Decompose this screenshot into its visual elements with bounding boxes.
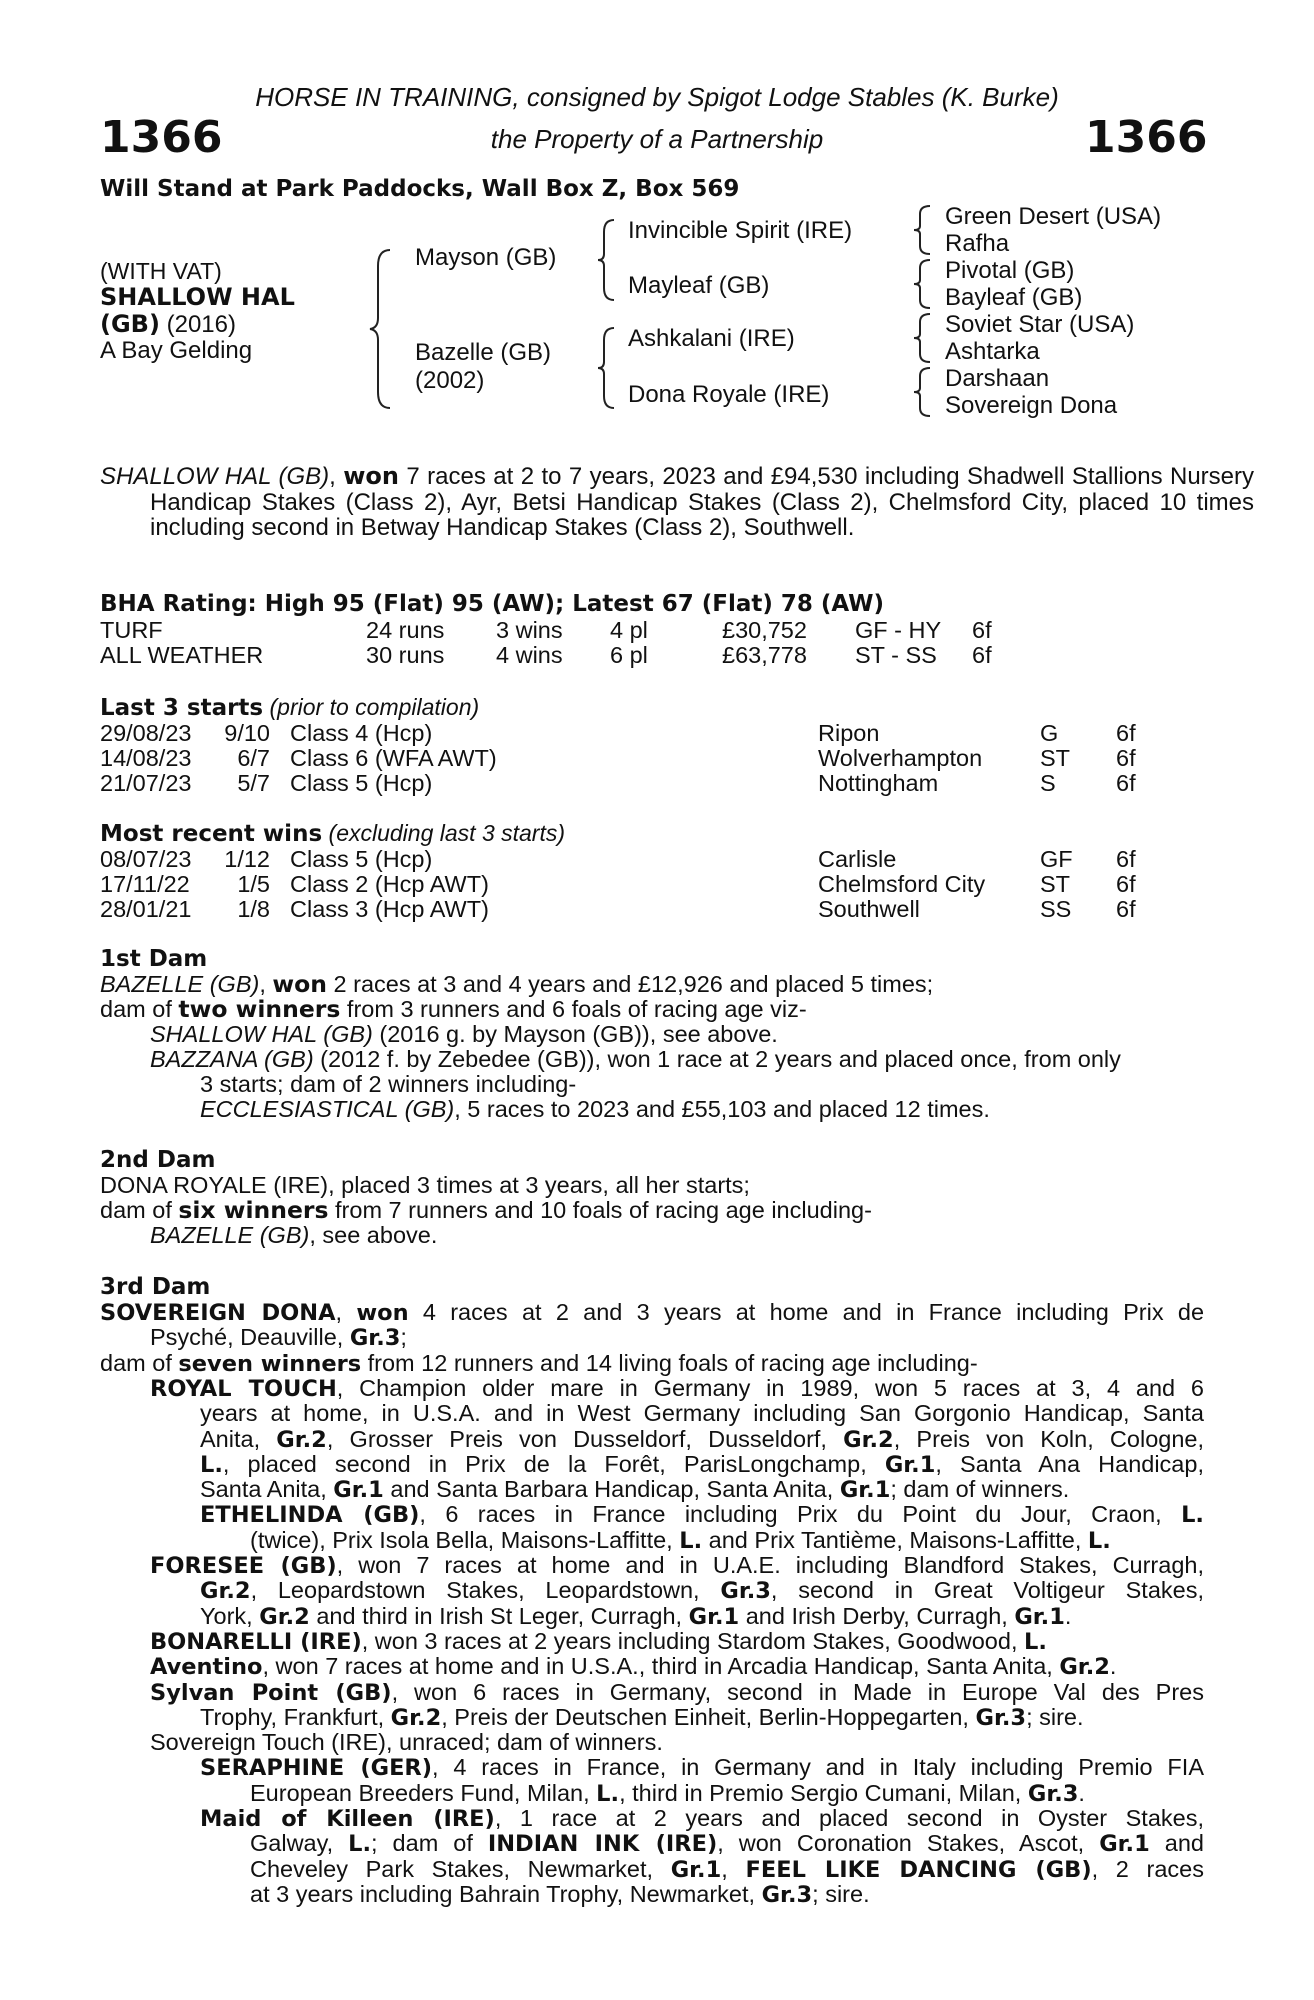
- third-dam-bold-text: ROYAL TOUCH: [150, 1375, 337, 1402]
- recent-wins-heading: [100, 820, 565, 847]
- progeny-ecclesiastical-info: , 5 races to 2023 and £55,103 and placed 12 times.: [454, 1096, 990, 1122]
- summary-won: won: [343, 462, 399, 490]
- third-dam-text: Anita,: [200, 1425, 277, 1452]
- sire: Mayson (GB): [415, 244, 557, 271]
- third-dam-bold-text: L.: [1087, 1527, 1111, 1554]
- rating-going: GF - HY: [855, 617, 942, 643]
- third-dam-bold-text: Gr.3: [761, 1881, 813, 1908]
- third-dam-bold-text: L.: [1181, 1502, 1204, 1529]
- third-dam-line: [250, 1527, 1204, 1553]
- third-dam-text: at 3 years including Bahrain Trophy, Newmarket,: [250, 1880, 762, 1907]
- last3-distance: 6f: [1116, 720, 1136, 746]
- third-dam-bold-text: Gr.1: [884, 1451, 936, 1478]
- progeny-bazelle-info: , see above.: [309, 1222, 438, 1248]
- third-dam-line: [150, 1552, 1204, 1578]
- last3-distance: 6f: [1116, 745, 1136, 771]
- third-dam-bold-text: Gr.2: [390, 1704, 442, 1731]
- rating-going: ST - SS: [855, 642, 937, 668]
- third-dam-text: Cheveley Park Stakes, Newmarket,: [250, 1855, 671, 1882]
- rating-money: £63,778: [722, 642, 807, 668]
- third-dam-text: Trophy, Frankfurt,: [200, 1703, 391, 1730]
- first-dam-winners: two winners: [178, 995, 341, 1023]
- summary-horse-name: SHALLOW HAL (GB): [100, 463, 330, 490]
- third-dam-line: [200, 1805, 1204, 1831]
- dam-sire: Ashkalani (IRE): [628, 325, 795, 352]
- third-dam-text: , second in Great Voltigeur Stakes,: [770, 1577, 1204, 1604]
- third-dam-line: [150, 1375, 1204, 1401]
- recent-win-date: 28/01/21: [100, 896, 192, 922]
- progeny-shallow-hal: SHALLOW HAL (GB): [150, 1021, 373, 1047]
- recent-win-going: SS: [1040, 896, 1072, 922]
- third-dam-text: Sovereign Touch (IRE), unraced; dam of winners.: [150, 1729, 663, 1756]
- third-dam-bold-text: won: [356, 1300, 409, 1326]
- third-dam-line: [200, 1501, 1204, 1527]
- second-dam-damof: dam of: [100, 1197, 179, 1223]
- third-dam-text: ; dam of winners.: [890, 1476, 1070, 1503]
- third-dam-text: , won Coronation Stakes, Ascot,: [717, 1830, 1100, 1857]
- rating-wins: 4 wins: [496, 642, 563, 668]
- first-dam-runners: from 3 runners and 6 foals of racing age viz-: [340, 996, 807, 1022]
- second-dam-line2: [100, 1197, 872, 1223]
- rating-runs: 24 runs: [366, 617, 445, 643]
- third-dam-bold-text: Gr.3: [720, 1578, 771, 1605]
- third-dam-bold-text: Maid of Killeen (IRE): [200, 1806, 495, 1832]
- third-dam-bold-text: Gr.3: [349, 1325, 401, 1352]
- third-dam-bold-text: FEEL LIKE DANCING (GB): [745, 1856, 1092, 1883]
- third-dam-text: .: [1078, 1779, 1085, 1806]
- rating-pl: 6 pl: [610, 642, 648, 668]
- third-dam-bold-text: L.: [1024, 1628, 1047, 1655]
- pedigree-brace-dam: [596, 326, 618, 410]
- first-dam-line1: [100, 971, 933, 997]
- third-dam-text: York,: [200, 1602, 260, 1629]
- third-dam-line: [200, 1476, 1204, 1502]
- third-dam-line: [200, 1451, 1204, 1477]
- third-dam-text: , placed second in Prix de la Forêt, ParisLongchamp,: [222, 1450, 885, 1477]
- third-dam-line: [150, 1679, 1204, 1705]
- ss-dam: Rafha: [945, 230, 1010, 257]
- last3-race: Class 6 (WFA AWT): [290, 745, 497, 771]
- recent-wins-note: (excluding last 3 starts): [328, 820, 566, 846]
- horse-country: (GB): [100, 310, 160, 338]
- recent-win-date: 17/11/22: [100, 871, 190, 897]
- third-dam-text: ; sire.: [1026, 1703, 1084, 1730]
- pedigree-brace-g1: [912, 204, 934, 256]
- third-dam-text: , Preis von Koln, Cologne,: [893, 1425, 1204, 1452]
- third-dam-text: and: [1149, 1830, 1204, 1857]
- second-dam-winners: six winners: [178, 1196, 329, 1224]
- third-dam-bold-text: Gr.2: [843, 1426, 894, 1453]
- third-dam-text: , Champion older mare in Germany in 1989, won 5 races at 3, 4 and 6: [336, 1374, 1205, 1401]
- third-dam-bold-text: SOVEREIGN DONA: [100, 1300, 336, 1326]
- third-dam-text: , 4 races in France, in Germany and in Italy including Premio FIA: [432, 1754, 1204, 1781]
- second-dam-title: 2nd Dam: [100, 1147, 216, 1173]
- rating-pl: 4 pl: [610, 617, 648, 643]
- recent-win-date: 08/07/23: [100, 846, 192, 872]
- pedigree-brace-sire: [596, 218, 618, 302]
- last3-title: Last 3 starts: [100, 695, 264, 721]
- third-dam-bold-text: Gr.2: [259, 1603, 310, 1630]
- pedigree-brace-g2: [912, 258, 934, 310]
- third-dam-line: [150, 1653, 1204, 1679]
- third-dam-bold-text: Gr.1: [333, 1477, 384, 1504]
- dd-dam: Sovereign Dona: [945, 392, 1118, 419]
- horse-description: A Bay Gelding: [100, 337, 253, 364]
- recent-win-distance: 6f: [1116, 871, 1136, 897]
- horse-origin: [100, 311, 236, 338]
- first-dam-line4: [150, 1046, 1121, 1072]
- horse-name: SHALLOW HAL: [100, 283, 295, 311]
- third-dam-text: , Santa Ana Handicap,: [935, 1450, 1204, 1477]
- third-dam-text: years at home, in U.S.A. and in West Germany including San Gorgonio Handicap, Santa: [200, 1400, 1204, 1427]
- third-dam-text: .: [1064, 1602, 1072, 1629]
- last3-position: 6/7: [237, 745, 270, 771]
- property-line: the Property of a Partnership: [490, 124, 824, 154]
- rating-money: £30,752: [722, 617, 807, 643]
- third-dam-bold-text: Gr.1: [670, 1856, 722, 1883]
- first-dam-name: BAZELLE (GB): [100, 971, 260, 997]
- summary-text: 7 races at 2 to 7 years, 2023 and £94,530 including Shadwell Stallions Nursery Handicap Stakes (Class 2), Ayr, Betsi Handicap Stakes (Class 2), Chelmsford City, placed 10 times including second in Betway Handicap Stakes (Class 2), Southwell.: [150, 463, 1254, 541]
- sire-sire: Invincible Spirit (IRE): [628, 217, 853, 244]
- last3-date: 14/08/23: [100, 745, 192, 771]
- third-dam-bold-text: FORESEE (GB): [150, 1553, 337, 1579]
- third-dam-bold-text: Gr.3: [975, 1704, 1027, 1731]
- horse-year: (2016): [166, 311, 236, 338]
- lot-number-left: 1366: [100, 112, 223, 163]
- second-dam-runners: from 7 runners and 10 foals of racing age including-: [328, 1197, 872, 1223]
- third-dam-text: and Santa Barbara Handicap, Santa Anita,: [383, 1476, 840, 1503]
- third-dam-text: and Irish Derby, Curragh,: [739, 1602, 1015, 1629]
- third-dam-line: [200, 1754, 1204, 1780]
- third-dam-line: [250, 1881, 1204, 1907]
- third-dam-bold-text: BONARELLI (IRE): [150, 1628, 362, 1655]
- last3-heading: [100, 694, 479, 721]
- third-dam-line: [200, 1400, 1204, 1426]
- third-dam-text: and Prix Tantième, Maisons-Laffitte,: [702, 1526, 1088, 1553]
- third-dam-line: [250, 1856, 1204, 1882]
- last3-distance: 6f: [1116, 770, 1136, 796]
- third-dam-line: [150, 1324, 1204, 1350]
- ds-dam: Ashtarka: [945, 338, 1040, 365]
- third-dam-line: [100, 1350, 1204, 1376]
- third-dam-bold-text: Gr.1: [1014, 1603, 1065, 1630]
- progeny-shallow-hal-info: (2016 g. by Mayson (GB)), see above.: [372, 1021, 778, 1047]
- third-dam-bold-text: L.: [679, 1527, 703, 1554]
- rating-wins: 3 wins: [496, 617, 563, 643]
- progeny-bazzana: BAZZANA (GB): [150, 1046, 314, 1072]
- third-dam-bold-text: Gr.1: [1099, 1831, 1150, 1858]
- rating-surface: ALL WEATHER: [100, 642, 264, 668]
- third-dam-bold-text: Sylvan Point (GB): [150, 1679, 392, 1706]
- third-dam-bold-text: SERAPHINE (GER): [200, 1755, 433, 1782]
- pedigree-brace-main: [368, 248, 398, 410]
- recent-win-position: 1/12: [224, 846, 270, 872]
- consignor-line: HORSE IN TRAINING, consigned by Spigot Lodge Stables (K. Burke): [255, 82, 1059, 112]
- second-dam-line1: DONA ROYALE (IRE), placed 3 times at 3 years, all her starts;: [100, 1172, 750, 1198]
- last3-race: Class 5 (Hcp): [290, 770, 433, 796]
- dam-year: (2002): [415, 367, 485, 394]
- rating-surface: TURF: [100, 617, 163, 643]
- dam: Bazelle (GB): [415, 339, 552, 366]
- first-dam-record: 2 races at 3 and 4 years and £12,926 and placed 5 times;: [326, 971, 934, 997]
- third-dam-title: 3rd Dam: [100, 1274, 211, 1300]
- vat-note: (WITH VAT): [100, 258, 222, 284]
- first-dam-sep: ,: [259, 971, 273, 997]
- last3-race: Class 4 (Hcp): [290, 720, 433, 746]
- recent-win-position: 1/8: [237, 896, 270, 922]
- third-dam-text: European Breeders Fund, Milan,: [250, 1779, 597, 1806]
- third-dam-text: 4 races at 2 and 3 years at home and in France including Prix de: [408, 1299, 1205, 1325]
- third-dam-text: Psyché, Deauville,: [150, 1324, 350, 1351]
- third-dam-text: , Grosser Preis von Dusseldorf, Dusseldorf,: [326, 1425, 844, 1452]
- dd-sire: Darshaan: [945, 365, 1050, 392]
- progeny-bazzana-info: (2012 f. by Zebedee (GB)), won 1 race at 2 years and placed once, from only: [313, 1046, 1121, 1072]
- second-dam-line3: [150, 1222, 437, 1248]
- third-dam-bold-text: ETHELINDA (GB): [200, 1502, 420, 1529]
- first-dam-line6: [200, 1096, 990, 1122]
- third-dam-text: , won 6 races in Germany, second in Made in Europe Val des Pres: [391, 1678, 1204, 1705]
- third-dam-text: (twice), Prix Isola Bella, Maisons-Laffitte,: [250, 1526, 680, 1553]
- third-dam-text: dam of: [100, 1349, 179, 1376]
- progeny-ecclesiastical: ECCLESIASTICAL (GB): [200, 1096, 455, 1122]
- third-dam-text: , 6 races in France including Prix du Point du Jour, Craon,: [419, 1501, 1182, 1528]
- last3-going: G: [1040, 720, 1059, 746]
- third-dam-text: , Preis der Deutschen Einheit, Berlin-Hoppegarten,: [441, 1703, 976, 1730]
- pedigree-brace-g3: [912, 312, 934, 364]
- third-dam-text: , won 3 races at 2 years including Stardom Stakes, Goodwood,: [361, 1627, 1025, 1654]
- third-dam-text: , 2 races: [1091, 1855, 1205, 1882]
- ds-sire: Soviet Star (USA): [945, 311, 1135, 338]
- last3-going: ST: [1040, 745, 1071, 771]
- progeny-bazelle: BAZELLE (GB): [150, 1222, 310, 1248]
- rating-runs: 30 runs: [366, 642, 445, 668]
- first-dam-title: 1st Dam: [100, 946, 208, 972]
- third-dam-text: Galway,: [250, 1830, 349, 1857]
- third-dam-bold-text: Gr.2: [1059, 1654, 1110, 1681]
- lot-number-right: 1366: [1085, 112, 1208, 163]
- third-dam-bold-text: seven winners: [178, 1350, 362, 1377]
- third-dam-bold-text: L.: [348, 1831, 372, 1858]
- third-dam-line: [250, 1780, 1204, 1806]
- last3-note: (prior to compilation): [269, 694, 480, 720]
- third-dam-line: [100, 1299, 1204, 1325]
- first-dam-line3: [150, 1021, 778, 1047]
- third-dam-text: ; dam of: [371, 1830, 488, 1857]
- last3-position: 9/10: [224, 720, 270, 746]
- third-dam-bold-text: Gr.3: [1027, 1780, 1079, 1807]
- recent-win-course: Southwell: [818, 896, 920, 922]
- third-dam-line: [250, 1830, 1204, 1856]
- bha-rating-title: BHA Rating: High 95 (Flat) 95 (AW); Latest 67 (Flat) 78 (AW): [100, 591, 885, 617]
- third-dam-bold-text: Gr.2: [200, 1578, 251, 1605]
- ss-sire: Green Desert (USA): [945, 203, 1162, 230]
- recent-win-course: Chelmsford City: [818, 871, 986, 897]
- third-dam-text: , third in Premio Sergio Cumani, Milan,: [619, 1779, 1028, 1806]
- recent-win-race: Class 2 (Hcp AWT): [290, 871, 489, 897]
- third-dam-line: [150, 1729, 1204, 1755]
- first-dam-line5: 3 starts; dam of 2 winners including-: [200, 1071, 577, 1097]
- third-dam-line: [200, 1704, 1204, 1730]
- race-summary: SHALLOW HAL (GB), won 7 races at 2 to 7 years, 2023 and £94,530 including Shadwell Stallions Nursery Handicap Stakes (Class 2), Ayr, Betsi Handicap Stakes (Class 2), Chelmsford City, placed 10 times including second in Betway Handicap Stakes (Class 2), Southwell.: [100, 462, 1254, 541]
- last3-date: 29/08/23: [100, 720, 192, 746]
- dam-dam: Dona Royale (IRE): [628, 381, 830, 408]
- recent-win-course: Carlisle: [818, 846, 897, 872]
- third-dam-line: [200, 1426, 1204, 1452]
- third-dam-line: [200, 1603, 1204, 1629]
- third-dam-text: , 1 race at 2 years and placed second in Oyster Stakes,: [494, 1805, 1204, 1831]
- first-dam-won: won: [272, 970, 327, 998]
- third-dam-bold-text: Aventino: [150, 1654, 263, 1681]
- third-dam-text: Santa Anita,: [200, 1476, 334, 1503]
- third-dam-line: [150, 1628, 1204, 1654]
- recent-win-position: 1/5: [237, 871, 270, 897]
- recent-win-race: Class 5 (Hcp): [290, 846, 433, 872]
- third-dam-text: ,: [721, 1855, 746, 1882]
- pedigree-brace-g4: [912, 366, 934, 418]
- sd-dam: Bayleaf (GB): [945, 284, 1083, 311]
- last3-course: Ripon: [818, 720, 880, 746]
- last3-course: Wolverhampton: [818, 745, 983, 771]
- third-dam-text: , Leopardstown Stakes, Leopardstown,: [250, 1577, 721, 1604]
- recent-win-going: GF: [1040, 846, 1073, 872]
- recent-win-going: ST: [1040, 871, 1071, 897]
- third-dam-bold-text: Gr.1: [688, 1603, 740, 1630]
- rating-dist: 6f: [972, 617, 992, 643]
- third-dam-text: from 12 runners and 14 living foals of racing age including-: [361, 1349, 978, 1376]
- third-dam-text: ; sire.: [812, 1880, 870, 1907]
- last3-date: 21/07/23: [100, 770, 192, 796]
- first-dam-damof: dam of: [100, 996, 179, 1022]
- sire-dam: Mayleaf (GB): [628, 272, 770, 299]
- third-dam-line: [200, 1577, 1204, 1603]
- first-dam-line2: [100, 996, 807, 1022]
- last3-going: S: [1040, 770, 1056, 796]
- last3-position: 5/7: [237, 770, 270, 796]
- third-dam-text: ,: [335, 1299, 357, 1325]
- third-dam-text: and third in Irish St Leger, Curragh,: [309, 1602, 689, 1629]
- recent-wins-title: Most recent wins: [100, 821, 323, 847]
- recent-win-distance: 6f: [1116, 896, 1136, 922]
- third-dam-bold-text: Gr.1: [839, 1477, 891, 1504]
- stand-location: Will Stand at Park Paddocks, Wall Box Z, Box 569: [100, 176, 740, 202]
- rating-dist: 6f: [972, 642, 992, 668]
- third-dam-text: .: [1109, 1653, 1117, 1680]
- third-dam-text: ;: [400, 1324, 407, 1351]
- third-dam-text: , won 7 races at home and in U.S.A., third in Arcadia Handicap, Santa Anita,: [262, 1653, 1060, 1680]
- third-dam-bold-text: L.: [200, 1451, 223, 1478]
- third-dam-bold-text: INDIAN INK (IRE): [487, 1831, 718, 1858]
- third-dam-text: , won 7 races at home and in U.A.E. including Blandford Stakes, Curragh,: [336, 1552, 1204, 1578]
- third-dam-bold-text: Gr.2: [276, 1426, 327, 1453]
- sd-sire: Pivotal (GB): [945, 257, 1075, 284]
- recent-win-race: Class 3 (Hcp AWT): [290, 896, 489, 922]
- recent-win-distance: 6f: [1116, 846, 1136, 872]
- third-dam-bold-text: L.: [596, 1780, 620, 1807]
- last3-course: Nottingham: [818, 770, 939, 796]
